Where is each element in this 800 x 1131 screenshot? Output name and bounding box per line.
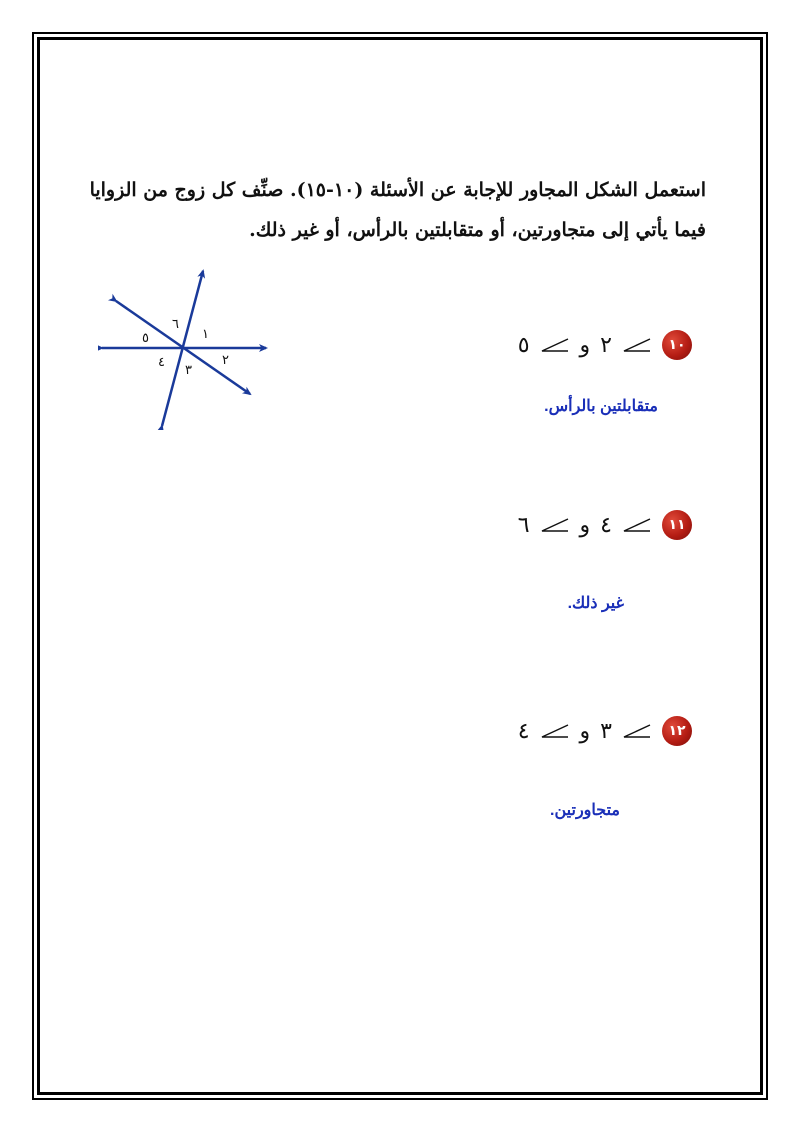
question-11: [518, 510, 692, 540]
angle-symbol-icon: [622, 723, 652, 739]
angle-label-6: ٦: [172, 317, 179, 332]
question-number-badge: ١٢: [662, 716, 692, 746]
angle-label-1: ١: [202, 327, 209, 342]
angle-label-3: ٣: [185, 363, 192, 378]
angle-symbol-icon: [540, 723, 570, 739]
answer-11: غير ذلك.: [567, 595, 624, 612]
angle-symbol-icon: [540, 517, 570, 533]
connector-text: و: [579, 512, 591, 538]
angle-value: ٢: [600, 332, 612, 358]
angle-label-4: ٤: [158, 355, 165, 370]
angle-value: ٤: [600, 512, 612, 538]
question-10: [518, 330, 692, 360]
angle-label-2: ٢: [222, 353, 229, 368]
angle-symbol-icon: [622, 337, 652, 353]
angle-label-5: ٥: [142, 331, 149, 346]
angle-value: ٦: [517, 512, 530, 538]
connector-text: و: [579, 718, 591, 744]
answer-10: متقابلتين بالرأس.: [544, 398, 658, 415]
angle-value: ٣: [600, 718, 612, 744]
question-12: [518, 716, 692, 746]
intersecting-lines-figure: [98, 268, 270, 430]
instructions-text: استعمل الشكل المجاور للإجابة عن الأسئلة (١٠-١٥). صنِّف كل زوج من الزوايا فيما يأتي إلى متجاورتين، أو متقابلتين بالرأس، أو غير ذلك.: [89, 179, 706, 241]
answer-12: متجاورتين.: [550, 802, 620, 819]
question-number-badge: ١٠: [662, 330, 692, 360]
angle-value: ٤: [517, 718, 530, 744]
angle-value: ٥: [517, 332, 530, 358]
connector-text: و: [579, 332, 591, 358]
angle-symbol-icon: [622, 517, 652, 533]
question-number-badge: ١١: [662, 510, 692, 540]
angle-symbol-icon: [540, 337, 570, 353]
